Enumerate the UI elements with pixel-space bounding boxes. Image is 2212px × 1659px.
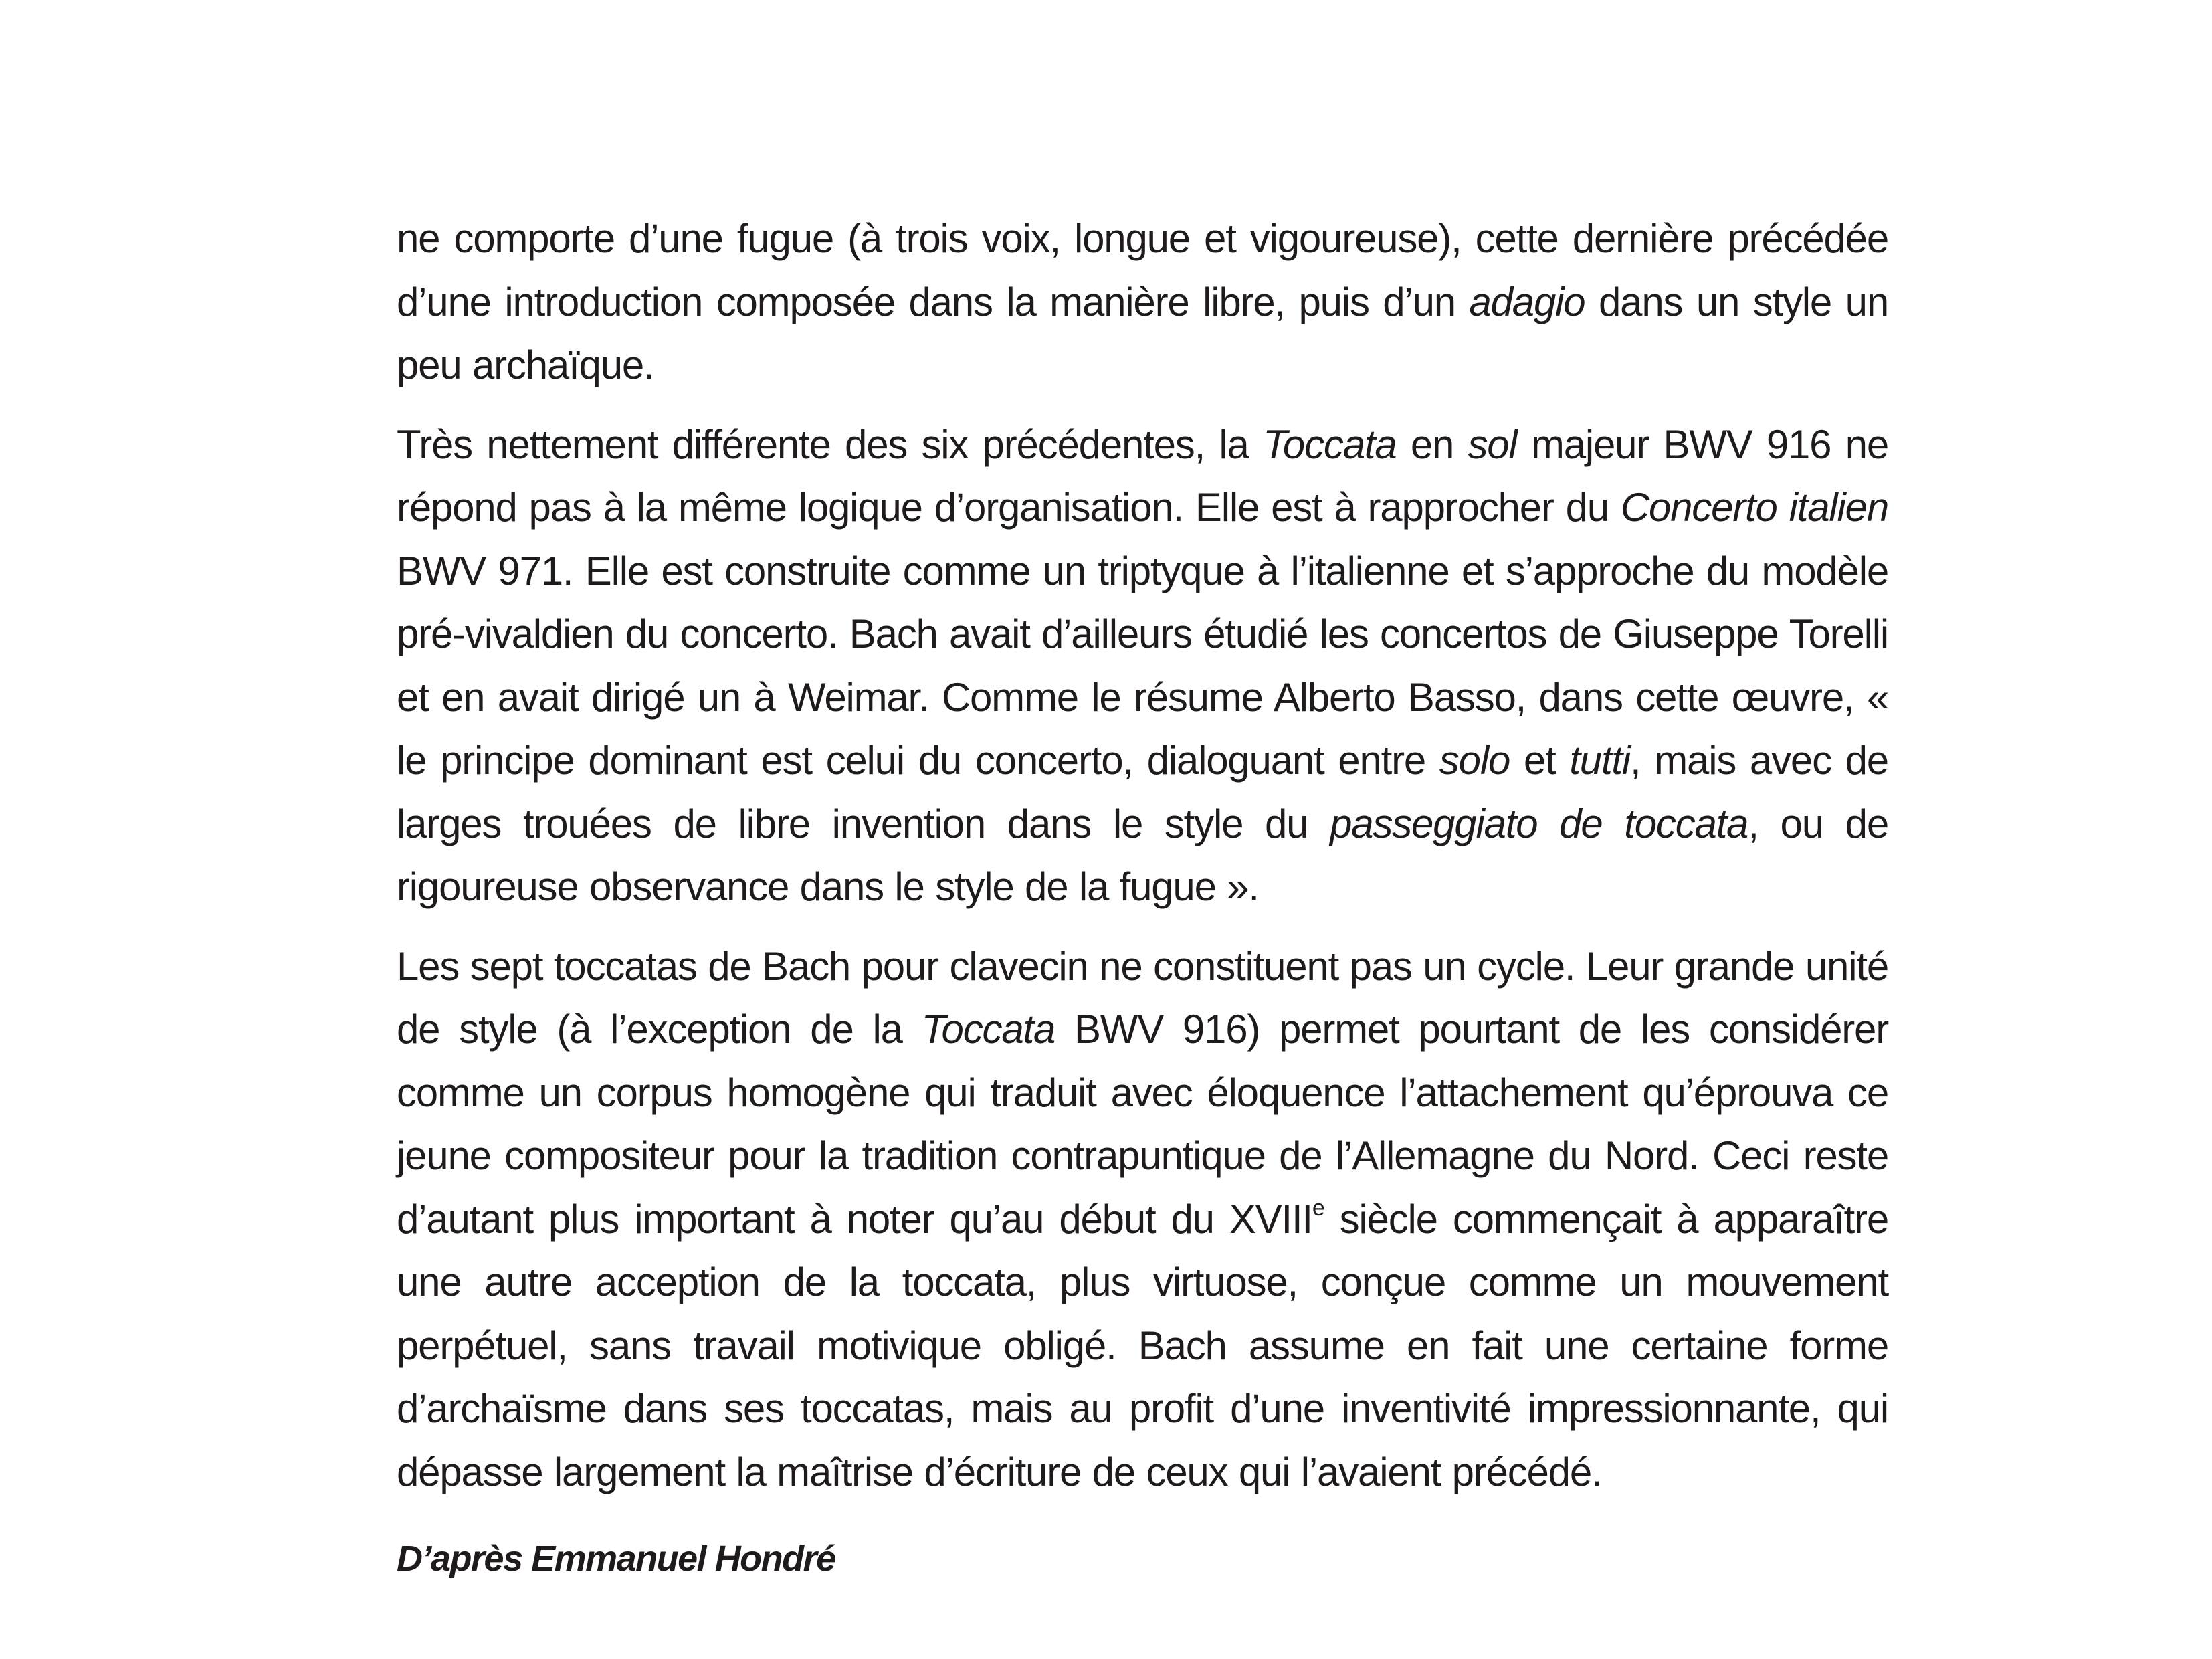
text-segment: ne comporte d’une fugue (à trois voix, longue et vigoureuse), cette dernière précédée d’une introduction composée dans la manière libre, puis d’un: [397, 216, 1888, 324]
text-segment: en: [1396, 421, 1468, 467]
paragraph-2: [397, 413, 1888, 919]
italic-segment: adagio: [1469, 279, 1585, 324]
text-segment: Les sept toccatas de Bach pour clavecin ne constituent pas un cycle. Leur grande unité de style (à l’exception de la: [397, 943, 1888, 1052]
body-text: [397, 207, 1888, 1520]
italic-segment: Toccata: [921, 1007, 1055, 1052]
text-segment: et: [1510, 738, 1570, 783]
text-segment: majeur BWV 916 ne répond pas à la même logique d’organisation. Elle est à rapprocher du: [397, 421, 1888, 530]
italic-segment: Concerto italien: [1620, 485, 1888, 530]
text-segment: , ou de rigoureuse observance dans le style de la fugue ».: [397, 801, 1888, 909]
text-segment: BWV 971. Elle est construite comme un triptyque à l’italienne et s’approche du modèle pré-vivaldien du concerto. Bach avait d’ailleurs étudié les concertos de Giuseppe Torelli et en avait dirigé un à Weimar. Comme le résume Alberto Basso, dans cette œuvre, « le principe dominant est celui du concerto, dialoguant entre: [397, 548, 1888, 783]
text-segment: dans un style un peu archaïque.: [397, 279, 1888, 387]
text-segment: , mais avec de larges trouées de libre invention dans le style du: [397, 738, 1888, 846]
text-segment: BWV 916) permet pourtant de les considérer comme un corpus homogène qui traduit avec éloquence l’attachement qu’éprouva ce jeune compositeur pour la tradition contrapuntique de l’Allemagne du Nord. Ceci reste d’autant plus important à noter qu’au début du XVIII: [397, 1007, 1889, 1242]
italic-segment: passeggiato de toccata: [1330, 801, 1748, 846]
paragraph-1: [397, 207, 1888, 397]
italic-segment: tutti: [1569, 738, 1631, 783]
paragraph-3: [397, 935, 1888, 1504]
italic-segment: Toccata: [1262, 421, 1397, 467]
author-signature: D’après Emmanuel Hondré: [397, 1539, 835, 1579]
italic-segment: solo: [1439, 738, 1510, 783]
italic-segment: sol: [1468, 421, 1517, 467]
superscript-segment: e: [1312, 1195, 1324, 1221]
text-segment: Très nettement différente des six précédentes, la: [397, 421, 1263, 467]
text-segment: siècle commençait à apparaître une autre acception de la toccata, plus virtuose, conçue comme un mouvement perpétuel, sans travail motivique obligé. Bach assume en fait une certaine forme d’archaïsme dans ses toccatas, mais au profit d’une inventivité impressionnante, qui dépasse largement la maîtrise d’écriture de ceux qui l’avaient précédé.: [397, 1196, 1888, 1494]
